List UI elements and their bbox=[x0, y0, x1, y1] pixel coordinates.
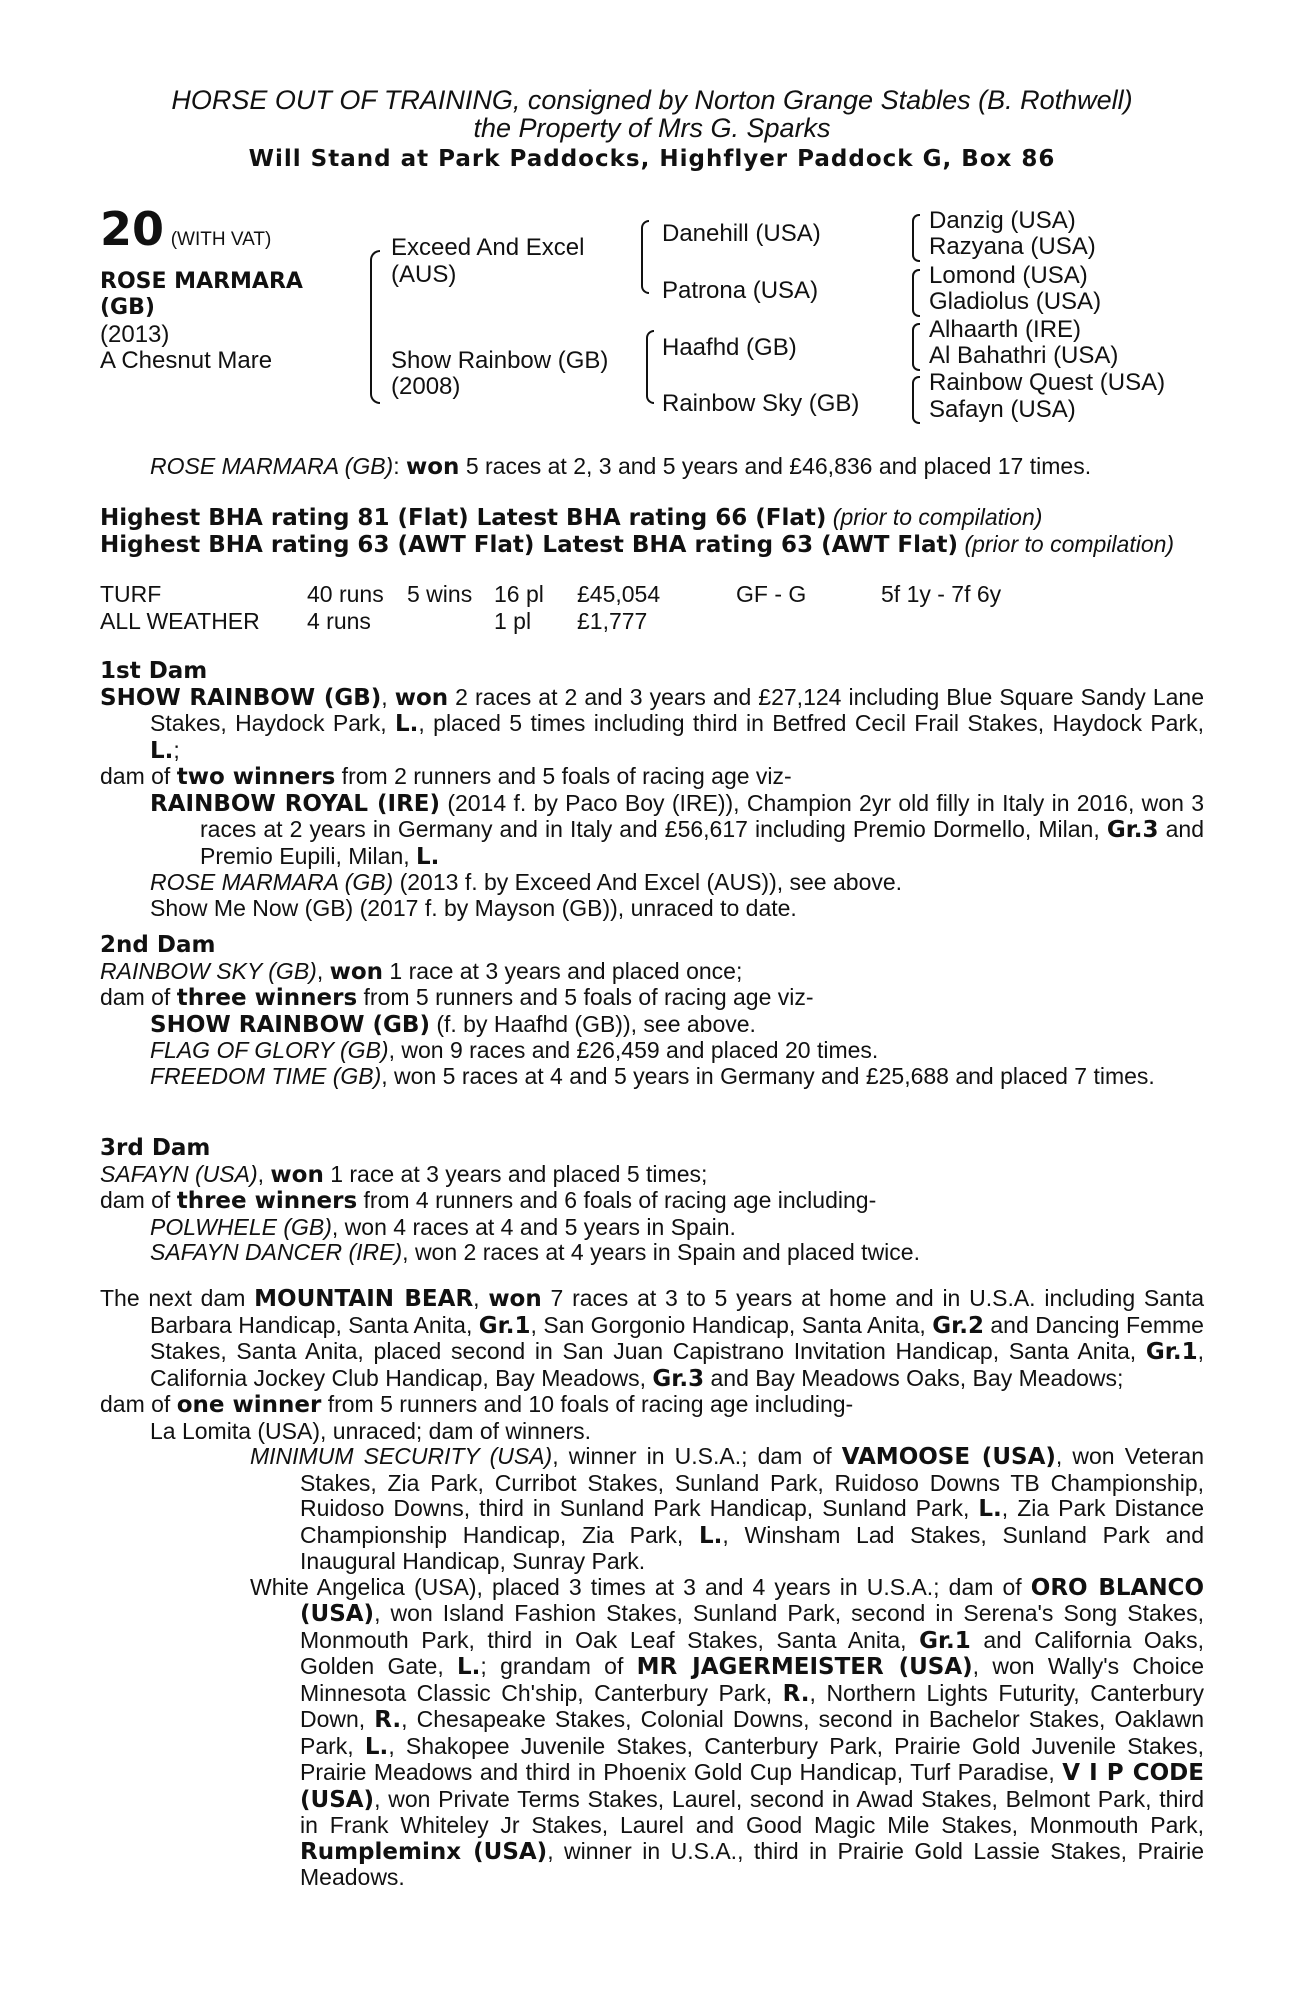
table-row: ALL WEATHER 4 runs 1 pl £1,777 bbox=[100, 608, 648, 634]
dam-year: (2008) bbox=[391, 373, 461, 400]
horse-year: (2013) bbox=[100, 321, 170, 348]
sire-origin: (AUS) bbox=[391, 261, 457, 288]
performance-table bbox=[100, 581, 1001, 635]
rating-awt: Highest BHA rating 63 (AWT Flat) Latest BHA rating 63 (AWT Flat) bbox=[100, 531, 959, 558]
lot-number-line bbox=[100, 202, 272, 256]
ped-ssd: Razyana (USA) bbox=[929, 233, 1096, 260]
race-record: ROSE MARMARA (GB): won 5 races at 2, 3 and 5 years and £46,836 and placed 17 times. bbox=[150, 453, 1092, 480]
ratings: Highest BHA rating 81 (Flat) Latest BHA rating 66 (Flat) (prior to compilation) Highest BHA rating 63 (AWT Flat) Latest BHA rating 63 (AWT Flat) (prior to compilation) bbox=[100, 504, 1175, 558]
catalogue-header bbox=[100, 86, 1204, 176]
ped-ddd: Safayn (USA) bbox=[929, 396, 1076, 423]
horse-origin: (GB) bbox=[100, 295, 155, 320]
dam-name: Show Rainbow (GB) bbox=[391, 347, 609, 374]
rating-flat: Highest BHA rating 81 (Flat) Latest BHA rating 66 (Flat) bbox=[100, 505, 827, 531]
section-heading: 3rd Dam bbox=[100, 1135, 211, 1161]
owner-line: the Property of Mrs G. Sparks bbox=[473, 113, 831, 143]
dam-sire: Haafhd (GB) bbox=[662, 334, 797, 361]
second-dam-section: 2nd Dam RAINBOW SKY (GB), won 1 race at 3 years and placed once; dam of three winners from 5 runners and 5 foals of racing age viz- SHOW RAINBOW (GB) (f. by Haafhd (GB)), see above. FLAG OF GLORY (GB), won 9 races and £26,459 and placed 20 times. FREEDOM TIME (GB), won 5 races at 4 and 5 years in Germany and £25,688 and placed 7 times. bbox=[100, 932, 1155, 1089]
record-horse: ROSE MARMARA (GB) bbox=[150, 453, 394, 479]
brace-g3-3 bbox=[912, 323, 920, 371]
pedigree-block bbox=[0, 202, 1314, 440]
table-row: TURF 40 runs 5 wins 16 pl £45,054 GF - G 5f 1y - 7f 6y bbox=[100, 581, 1002, 607]
sire-name: Exceed And Excel bbox=[391, 234, 585, 261]
next-dam-section: The next dam MOUNTAIN BEAR, won 7 races at 3 to 5 years at home and in U.S.A. including Santa Barbara Handicap, Santa Anita, Gr.1, San Gorgonio Handicap, Santa Anita, Gr.2 and Dancing Femme Stakes, Santa Anita, placed second in San Juan Capistrano Invitation Handicap, Santa Anita, Gr.1, California Jockey Club Handicap, Bay Meadows, Gr.3 and Bay Meadows Oaks, Bay Meadows; dam of one winner from 5 runners and 10 foals of racing age including- La Lomita (USA), unraced; dam of winners. MINIMUM SECURITY (USA), winner in U.S.A.; dam of VAMOOSE (USA), won Veteran Stakes, Zia Park, Curribot Stakes, Sunland Park, Ruidoso Downs TB Championship, Ruidoso Downs, third in Sunland Park Handicap, Sunland Park, L., Zia Park Distance Championship Handicap, Zia Park, L., Winsham Lad Stakes, Sunland Park and Inaugural Handicap, Sunray Park. White Angelica (USA), placed 3 times at 3 and 4 years in U.S.A.; dam of ORO BLANCO (USA), won Island Fashion Stakes, Sunland Park, second in Serena's Song Stakes, Monmouth Park, third in Oak Leaf Stakes, Santa Anita, Gr.1 and California Oaks, Golden Gate, L.; grandam of MR JAGERMEISTER (USA), won Wally's Choice Minnesota Classic Ch'ship, Canterbury Park, R., Northern Lights Futurity, Canterbury Down, R., Chesapeake Stakes, Colonial Downs, second in Bachelor Stakes, Oaklawn Park, L., Shakopee Juvenile Stakes, Canterbury Park, Prairie Gold Juvenile Stakes, Prairie Meadows and third in Phoenix Gold Cup Handicap, Turf Paradise, V I P CODE (USA), won Private Terms Stakes, Laurel, second in Awad Stakes, Belmont Park, third in Frank Whiteley Jr Stakes, Laurel and Good Magic Mile Stakes, Monmouth Park, Rumpleminx (USA), winner in U.S.A., third in Prairie Gold Lassie Stakes, Prairie Meadows. bbox=[100, 1285, 1205, 1890]
ped-dsd: Al Bahathri (USA) bbox=[929, 342, 1119, 369]
section-heading: 2nd Dam bbox=[100, 932, 216, 958]
horse-description: A Chesnut Mare bbox=[100, 347, 273, 374]
sire-sire: Danehill (USA) bbox=[662, 220, 821, 247]
ped-sds: Lomond (USA) bbox=[929, 262, 1088, 289]
horse-name: ROSE MARMARA bbox=[100, 269, 303, 294]
third-dam-section: 3rd Dam SAFAYN (USA), won 1 race at 3 years and placed 5 times; dam of three winners from 4 runners and 6 foals of racing age including- POLWHELE (GB), won 4 races at 4 and 5 years in Spain. SAFAYN DANCER (IRE), won 2 races at 4 years in Spain and placed twice. bbox=[100, 1135, 920, 1265]
brace-dam-parents bbox=[646, 330, 654, 404]
vat-note: (WITH VAT) bbox=[170, 229, 272, 250]
brace-g3-1 bbox=[912, 214, 920, 262]
section-heading: 1st Dam bbox=[100, 658, 208, 684]
first-dam-section: 1st Dam SHOW RAINBOW (GB), won 2 races at 2 and 3 years and £27,124 including Blue Square Sandy Lane Stakes, Haydock Park, L., placed 5 times including third in Betfred Cecil Frail Stakes, Haydock Park, L.; dam of two winners from 2 runners and 5 foals of racing age viz- RAINBOW ROYAL (IRE) (2014 f. by Paco Boy (IRE)), Champion 2yr old filly in Italy in 2016, won 3 races at 2 years in Germany and in Italy and £56,617 including Premio Dormello, Milan, Gr.3 and Premio Eupili, Milan, L. ROSE MARMARA (GB) (2013 f. by Exceed And Excel (AUS)), see above. Show Me Now (GB) (2017 f. by Mayson (GB)), unraced to date. bbox=[100, 658, 1205, 921]
brace-g3-4 bbox=[912, 376, 920, 424]
consignor-line: HORSE OUT OF TRAINING, consigned by Norton Grange Stables (B. Rothwell) bbox=[171, 85, 1133, 115]
ped-sss: Danzig (USA) bbox=[929, 207, 1076, 234]
brace-g3-2 bbox=[912, 269, 920, 317]
ped-dss: Alhaarth (IRE) bbox=[929, 316, 1082, 343]
ped-dds: Rainbow Quest (USA) bbox=[929, 369, 1166, 396]
ped-sdd: Gladiolus (USA) bbox=[929, 288, 1102, 315]
location-line: Will Stand at Park Paddocks, Highflyer Paddock G, Box 86 bbox=[248, 146, 1056, 172]
brace-sire-dam bbox=[370, 250, 380, 404]
brace-sire-parents bbox=[641, 220, 649, 294]
dam-dam: Rainbow Sky (GB) bbox=[662, 390, 860, 417]
lot-number: 20 bbox=[100, 202, 165, 256]
sire-dam: Patrona (USA) bbox=[662, 277, 819, 304]
